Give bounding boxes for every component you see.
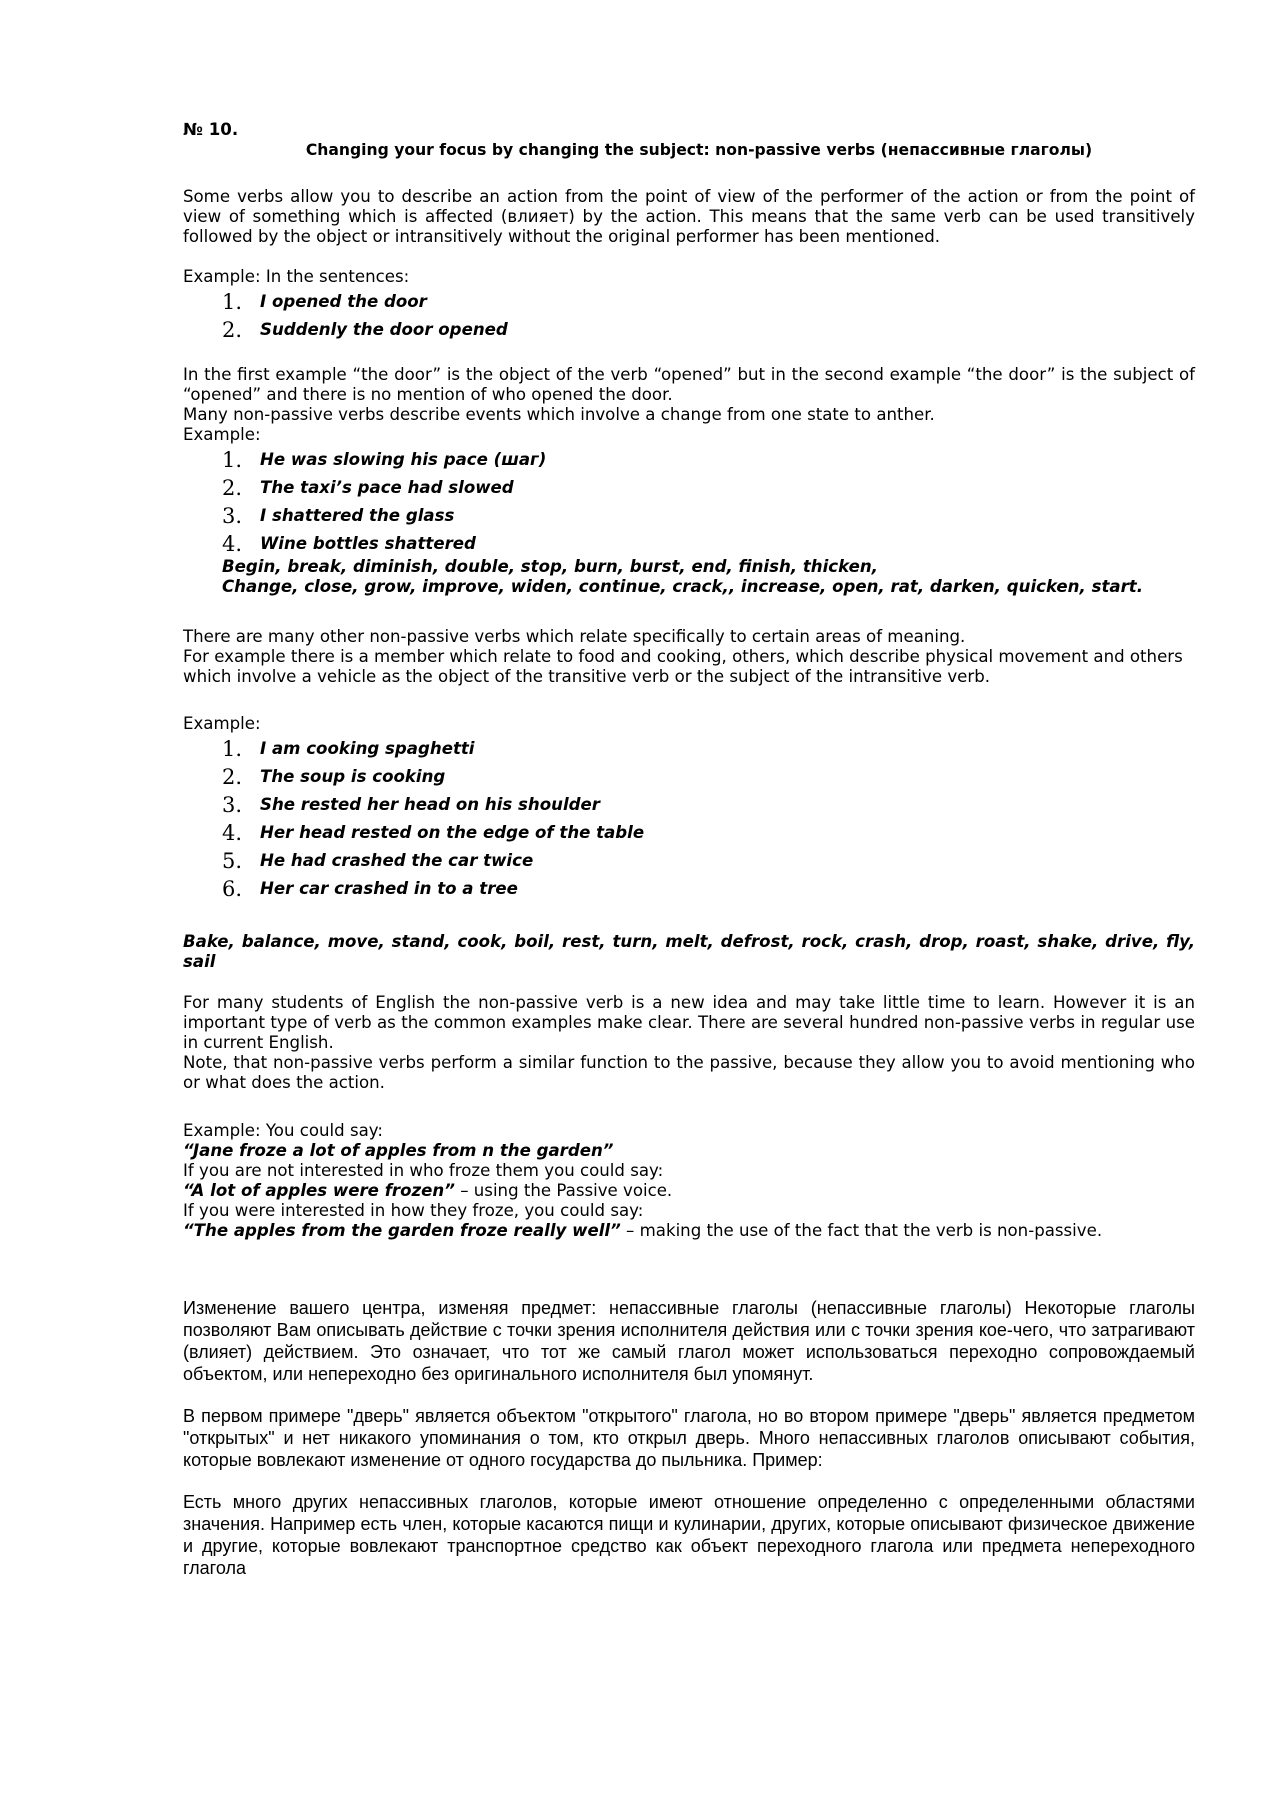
verb-list-2: Bake, balance, move, stand, cook, boil, rest, turn, melt, defrost, rock, crash, drop, roast, shake, drive, fly, sail — [183, 932, 1195, 971]
russian-paragraph-2: В первом примере "дверь" является объектом "открытого" глагола, но во втором примере "дверь" является предметом "открытых" и нет никакого упоминания о том, кто открыл дверь. Много непассивных глаголов описывают события, которые вовлекают изменение от одного государства до пыльника. Пример: — [183, 1406, 1195, 1470]
page-title: Changing your focus by changing the subject: non-passive verbs (непассивные глаголы) — [305, 141, 1093, 159]
list-item: 2. Suddenly the door opened — [222, 318, 508, 342]
example1-list — [183, 287, 1195, 343]
list-item: 6. Her car crashed in to a tree — [222, 877, 518, 901]
document-page — [183, 120, 1195, 1579]
example4-label: Example: You could say: — [183, 1121, 383, 1140]
example4-line-2: If you are not interested in who froze them you could say: — [183, 1161, 664, 1180]
list-item: 1. I am cooking spaghetti — [222, 737, 475, 761]
list-item: 5. He had crashed the car twice — [222, 849, 534, 873]
explanation-paragraph-2: Many non-passive verbs describe events which involve a change from one state to anther. — [183, 405, 935, 424]
example4-line-passive: “A lot of apples were frozen” – using the Passive voice. — [183, 1181, 673, 1200]
intro-paragraph: Some verbs allow you to describe an action from the point of view of the performer of the action or from the point of view of something which is affected (влияет) by the action. This means that the same verb can be used transitively followed by the object or intransitively without the original performer has been mentioned. — [183, 187, 1195, 246]
example4-line-3: If you were interested in how they froze, you could say: — [183, 1201, 644, 1220]
example3-list — [183, 734, 1195, 902]
paragraph-3a: There are many other non-passive verbs which relate specifically to certain areas of meaning. — [183, 627, 966, 646]
list-item: 3. She rested her head on his shoulder — [222, 793, 600, 817]
paragraph-5: Note, that non-passive verbs perform a similar function to the passive, because they allow you to avoid mentioning who or what does the action. — [183, 1053, 1195, 1092]
example1-label: Example: In the sentences: — [183, 267, 410, 286]
russian-paragraph-1: Изменение вашего центра, изменяя предмет: непассивные глаголы (непассивные глаголы) Некоторые глаголы позволяют Вам описывать действие с точки зрения исполнителя действия или с точки зрения кое-чего, что затрагивают (влияет) действием. Это означает, что тот же самый глагол может использоваться переходно сопровождаемый объектом, или непереходно без оригинального исполнителя был упомянут. — [183, 1298, 1195, 1384]
list-item: 4. Wine bottles shattered — [222, 532, 476, 556]
list-item: 2. The soup is cooking — [222, 765, 446, 789]
example2-label: Example: — [183, 425, 261, 444]
list-item: 3. I shattered the glass — [222, 504, 455, 528]
example2-list — [183, 445, 1195, 557]
list-item: 4. Her head rested on the edge of the table — [222, 821, 645, 845]
list-item: 1. He was slowing his pace (шаг) — [222, 448, 547, 472]
list-item: 1. I opened the door — [222, 290, 427, 314]
verb-list-1b: Change, close, grow, improve, widen, continue, crack,, increase, open, rat, darken, quicken, start. — [222, 577, 1143, 596]
paragraph-3b: For example there is a member which relate to food and cooking, others, which describe physical movement and others which involve a vehicle as the object of the transitive verb or the subject of the intransitive verb. — [183, 647, 1183, 686]
example4-sentence-1: “Jane froze a lot of apples from n the garden” — [183, 1141, 614, 1160]
list-item: 2. The taxi’s pace had slowed — [222, 476, 514, 500]
exercise-number: № 10. — [183, 120, 239, 139]
explanation-paragraph: In the first example “the door” is the object of the verb “opened” but in the second example “the door” is the subject of “opened” and there is no mention of who opened the door. — [183, 365, 1195, 404]
verb-list-1a: Begin, break, diminish, double, stop, burn, burst, end, finish, thicken, — [222, 557, 878, 576]
russian-paragraph-3: Есть много других непассивных глаголов, которые имеют отношение определенно с определенными областями значения. Например есть член, которые касаются пищи и кулинарии, других, которые описывают физическое движение и другие, которые вовлекают транспортное средство как объект переходного глагола или предмета непереходного глагола — [183, 1492, 1195, 1578]
example4-line-nonpassive: “The apples from the garden froze really well” – making the use of the fact that the verb is non-passive. — [183, 1221, 1103, 1240]
paragraph-4: For many students of English the non-passive verb is a new idea and may take little time to learn. However it is an important type of verb as the common examples make clear. There are several hundred non-passive verbs in regular use in current English. — [183, 993, 1195, 1052]
example3-label: Example: — [183, 714, 261, 733]
